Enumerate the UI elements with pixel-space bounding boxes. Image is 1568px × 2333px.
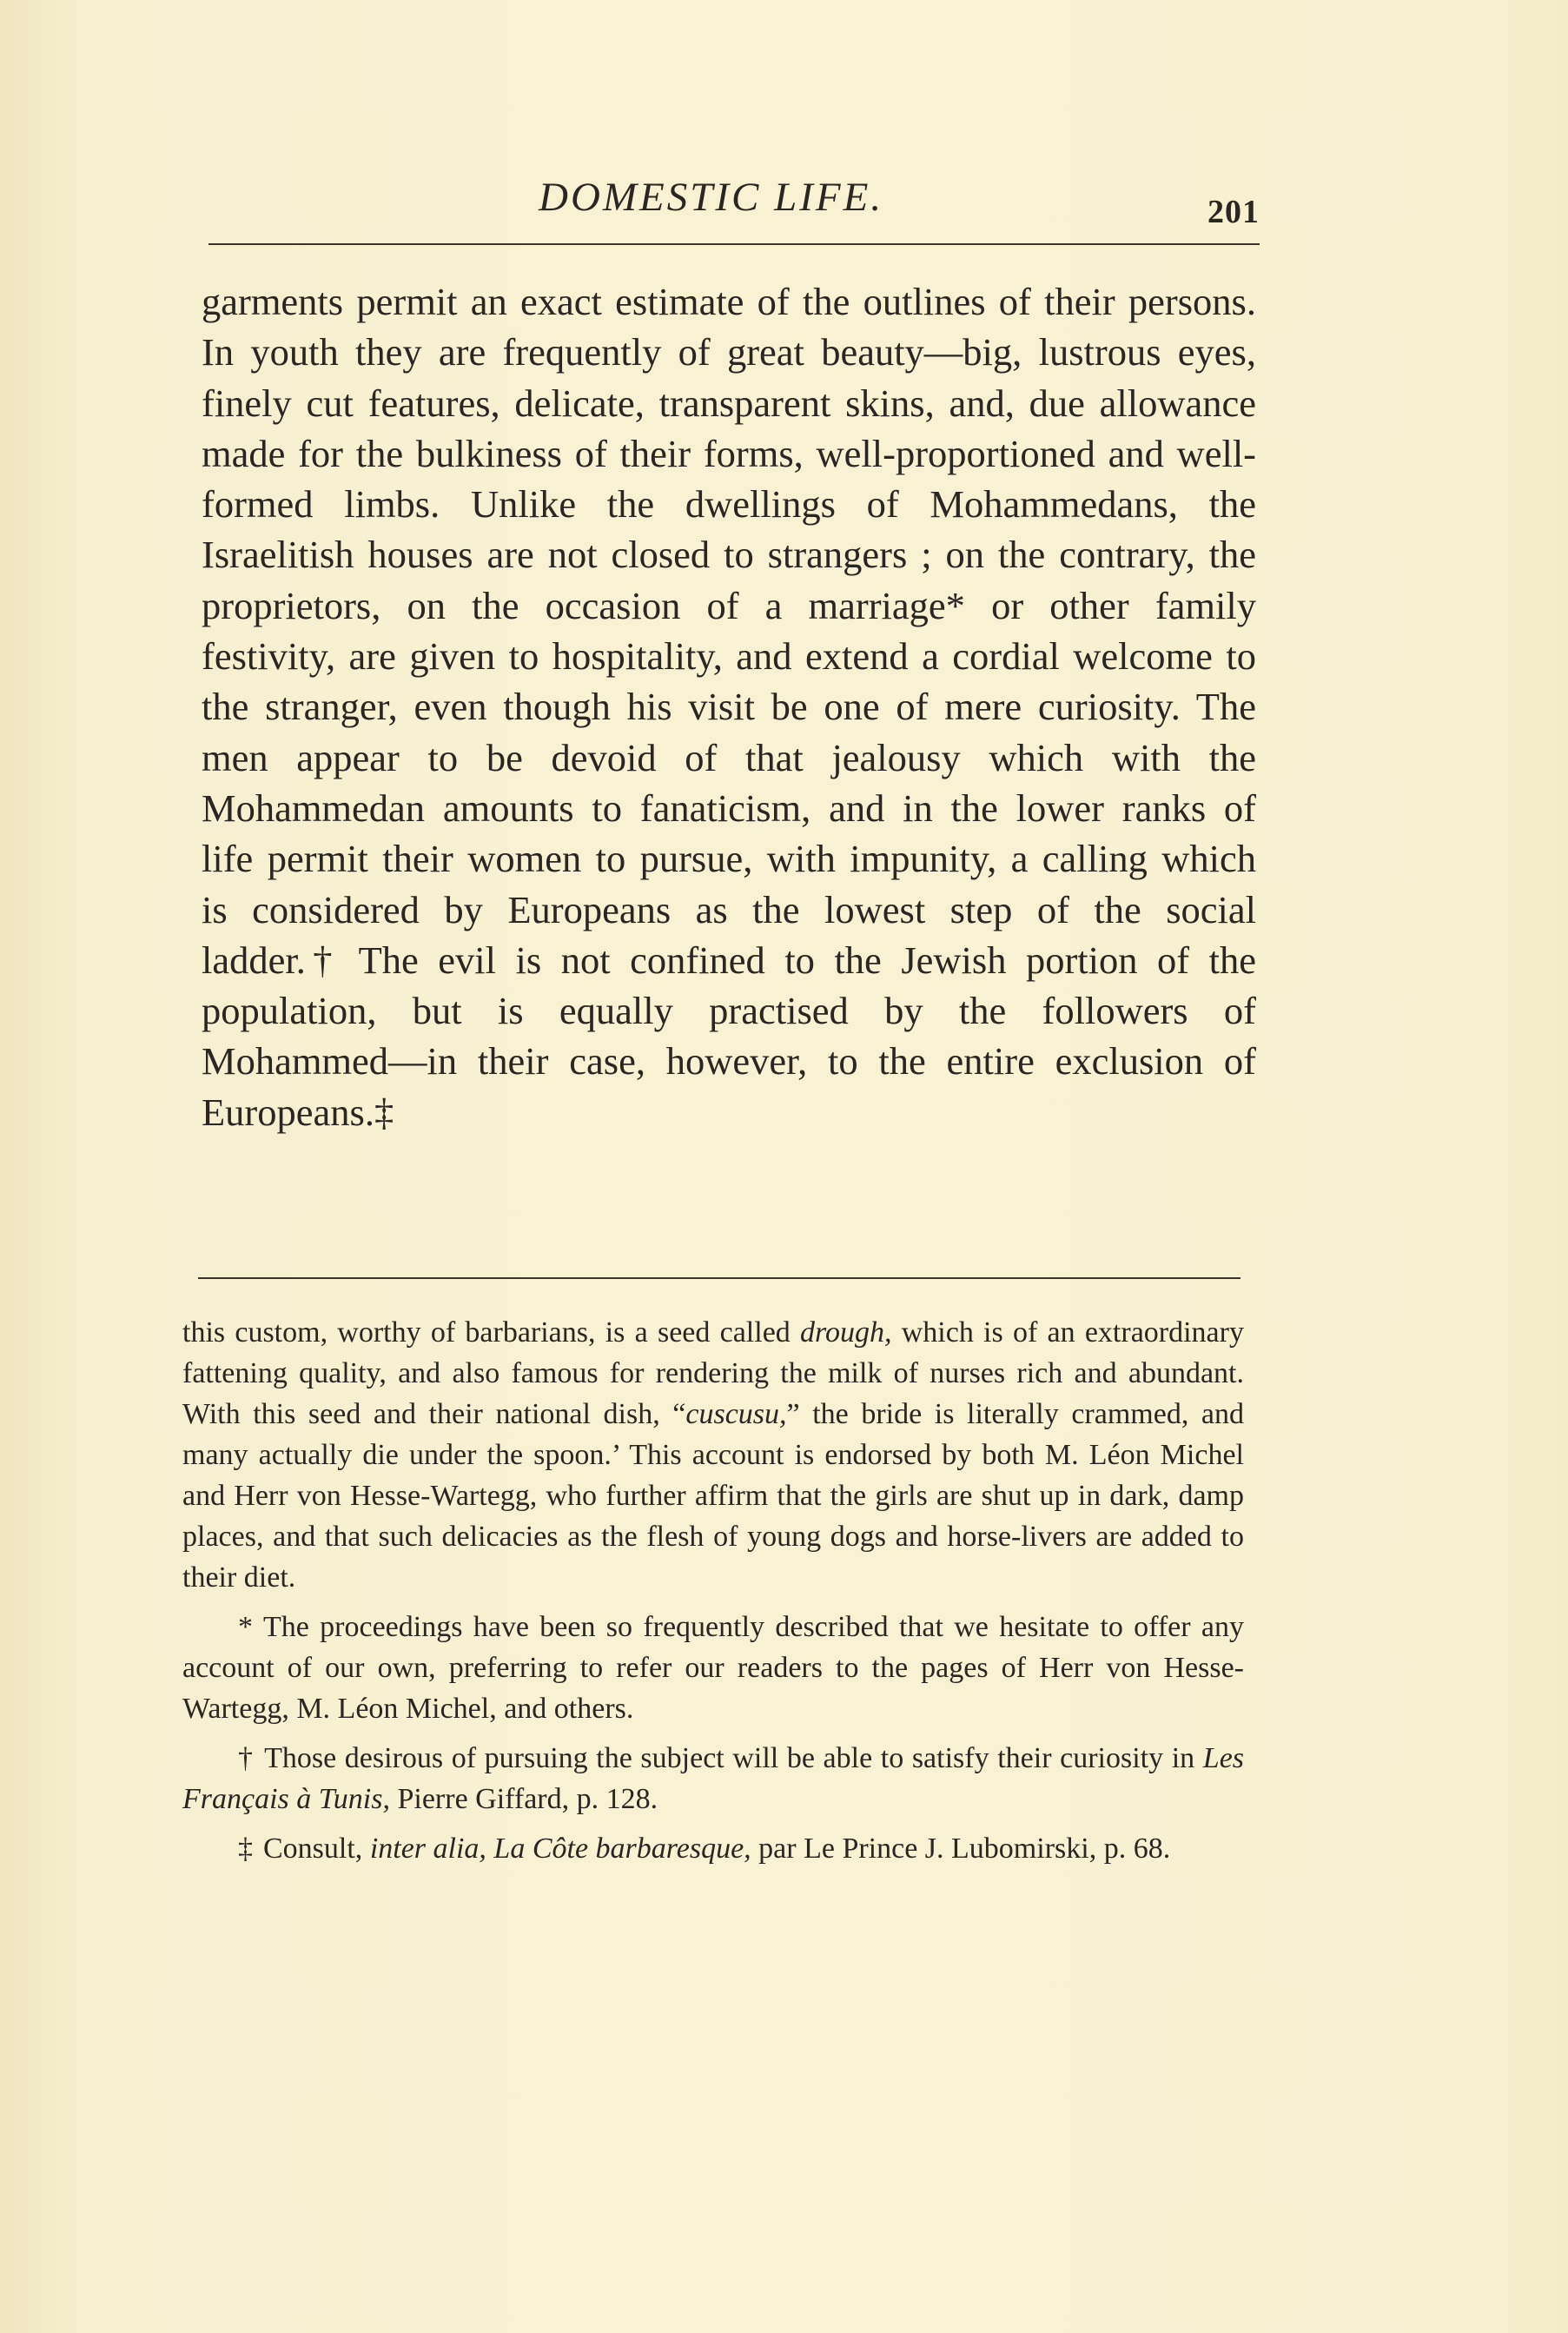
cited-title: La Côte barbaresque, [493,1833,751,1865]
term-cuscusu: cuscusu, [685,1398,787,1430]
footnote-mark-double-dagger: ‡ [238,1833,253,1865]
page-number: 201 [1207,194,1260,230]
cited-title: Les Français à Tunis, [182,1742,1245,1815]
running-title: DOMESTIC LIFE. [539,175,884,220]
footnote-dagger: † Those desirous of pursuing the subject will be able to satisfy their curiosity in Les Français à Tunis, Pierre Giffard, p. 128. [182,1742,1245,1815]
footnote-star: * The proceedings have been so frequently described that we hesitate to offer any account of our own, preferring to refer our readers to the pages of Herr von Hesse-Wartegg, M. Léon Michel, and others. [182,1611,1244,1725]
footnote-rule [198,1277,1241,1279]
header-rule [208,243,1260,245]
footnote-mark-dagger: † [238,1742,255,1774]
body-paragraph: garments permit an exact estimate of the outlines of their persons. In youth they are frequently of great beauty—big, lustrous eyes, finely cut features, delicate, transparent skins, and, due allowance made for the bulkiness of their forms, well-proportioned and well-formed limbs. Unlike the dwellings of Mohammedans, the Israelitish houses are not closed to strangers ; on the contrary, the proprietors, on the occasion of a marriage* or other family festivity, are given to hospitality, and extend a cordial welcome to the stranger, even though his visit be one of mere curiosity. The men appear to be devoid of that jealousy which with the Mohammedan amounts to fanaticism, and in the lower ranks of life permit their women to pursue, with impunity, a calling which is considered by Europeans as the lowest step of the social ladder.† The evil is not confined to the Jewish portion of the population, but is equally practised by the followers of Mohammed—in their case, however, to the entire exclusion of Europeans.‡ [202,280,1256,1134]
footnote-continued: this custom, worthy of barbarians, is a seed called drough, which is of an extraordinary fattening quality, and also famous for rendering the milk of nurses rich and abundant. With this seed and their national dish, “cuscusu,” the bride is literally crammed, and many actually die under the spoon.’ This account is endorsed by both M. Léon Michel and Herr von Hesse-Wartegg, who further affirm that the girls are shut up in dark, damp places, and that such delicacies as the flesh of young dogs and horse-livers are added to their diet. [182,1316,1244,1594]
main-text [202,276,1256,1137]
latin-phrase: inter alia, [369,1833,486,1865]
footnote-double-dagger: ‡ Consult, inter alia, La Côte barbaresque, par Le Prince J. Lubomirski, p. 68. [238,1833,1171,1865]
term-drough: drough, [800,1316,892,1349]
footnotes [182,1312,1244,1878]
footnote-mark-star: * [238,1611,253,1643]
